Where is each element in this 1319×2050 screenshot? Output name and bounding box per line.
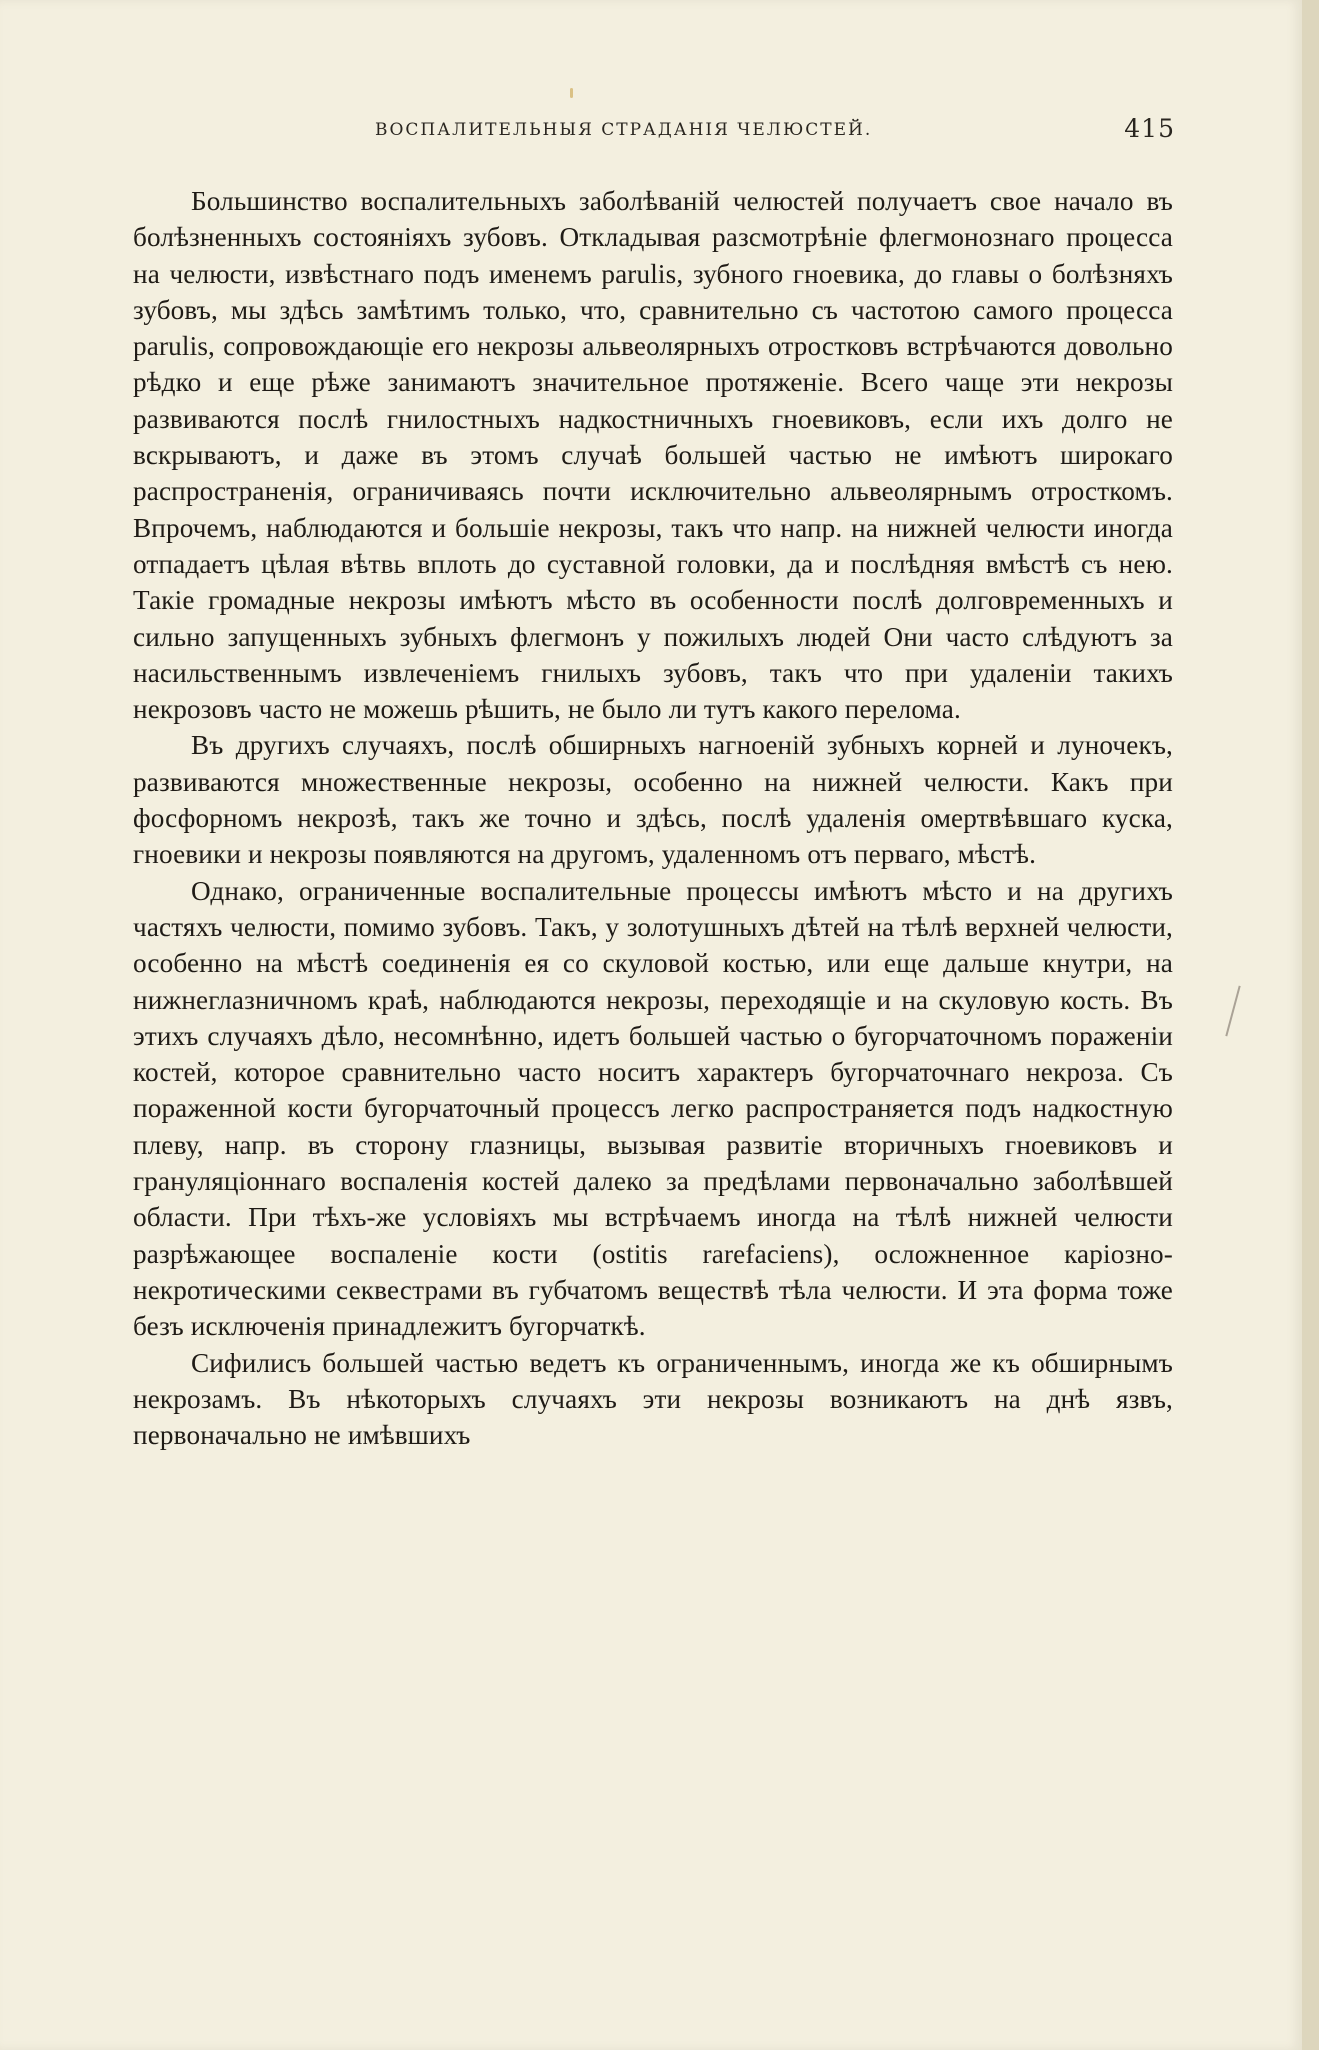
body-text bbox=[133, 183, 1173, 1453]
paragraph: Въ другихъ случаяхъ, послѣ обширныхъ нагноеній зубныхъ корней и луночекъ, развиваются множественные некрозы, особенно на нижней челюсти. Какъ при фосфорномъ некрозѣ, такъ же точно и здѣсь, послѣ удаленія омертвѣвшаго куска, гноевики и некрозы появляются на другомъ, удаленномъ отъ перваго, мѣстѣ. bbox=[133, 730, 1173, 870]
scan-edge bbox=[1302, 0, 1319, 2050]
paragraph: Большинство воспалительныхъ заболѣваній челюстей получаетъ свое начало въ болѣзненныхъ состояніяхъ зубовъ. Откладывая разсмотрѣніе флегмонознаго процесса на челюсти, извѣстнаго подъ именемъ parulis, зубного гноевика, до главы о болѣзняхъ зубовъ, мы здѣсь замѣтимъ только, что, сравнительно съ частотою самого процесса parulis, сопровождающіе его некрозы альвеолярныхъ отростковъ встрѣчаются довольно рѣдко и еще рѣже занимаютъ значительное протяженіе. Всего чаще эти некрозы развиваются послѣ гнилостныхъ надкостничныхъ гноевиковъ, если ихъ долго не вскрываютъ, и даже въ этомъ случаѣ большей частью не имѣютъ широкаго распространенія, ограничиваясь почти исключительно альвеолярнымъ отросткомъ. Впрочемъ, наблюдаются и большіе некрозы, такъ что напр. на нижней челюсти иногда отпадаетъ цѣлая вѣтвь вплоть до суставной головки, да и послѣдняя вмѣстѣ съ нею. Такіе громадные некрозы имѣютъ мѣсто въ особенности послѣ долговременныхъ и сильно запущенныхъ зубныхъ флегмонъ у пожилыхъ людей Они часто слѣдуютъ за насильственнымъ извлеченіемъ гнилыхъ зубовъ, такъ что при удаленіи такихъ некрозовъ часто не можешь рѣшить, не было ли тутъ какого перелома. bbox=[133, 186, 1173, 725]
page-number: 415 bbox=[1124, 114, 1175, 143]
running-title: ВОСПАЛИТЕЛЬНЫЯ СТРАДАНІЯ ЧЕЛЮСТЕЙ. bbox=[375, 120, 873, 140]
paper-stain bbox=[570, 88, 573, 98]
paragraph: Сифилисъ большей частью ведетъ къ ограниченнымъ, иногда же къ обширнымъ некрозамъ. Въ нѣкоторыхъ случаяхъ эти некрозы возникаютъ на днѣ язвъ, первоначально не имѣвшихъ bbox=[133, 1347, 1173, 1451]
page-header bbox=[130, 114, 1175, 150]
paragraph: Однако, ограниченные воспалительные процессы имѣютъ мѣсто и на другихъ частяхъ челюсти, помимо зубовъ. Такъ, у золотушныхъ дѣтей на тѣлѣ верхней челюсти, особенно на мѣстѣ соединенія ея со скуловой костью, или еще дальше кнутри, на нижнеглазничномъ краѣ, наблюдаются некрозы, переходящіе и на скуловую кость. Въ этихъ случаяхъ дѣло, несомнѣнно, идетъ большей частью о бугорчаточномъ пораженіи костей, которое сравнительно часто носитъ характеръ бугорчаточнаго некроза. Съ пораженной кости бугорчаточный процессъ легко распространяется подъ надкостную плеву, напр. въ сторону глазницы, вызывая развитіе вторичныхъ гноевиковъ и грануляціоннаго воспаленія костей далеко за предѣлами первоначально заболѣвшей области. При тѣхъ-же условіяхъ мы встрѣчаемъ иногда на тѣлѣ нижней челюсти разрѣжающее воспаленіе кости (ostitis rarefaciens), осложненное каріозно-некротическими секвестрами въ губчатомъ веществѣ тѣла челюсти. И эта форма тоже безъ исключенія принадлежитъ бугорчаткѣ. bbox=[133, 875, 1173, 1342]
margin-pencil-mark bbox=[1225, 986, 1240, 1037]
